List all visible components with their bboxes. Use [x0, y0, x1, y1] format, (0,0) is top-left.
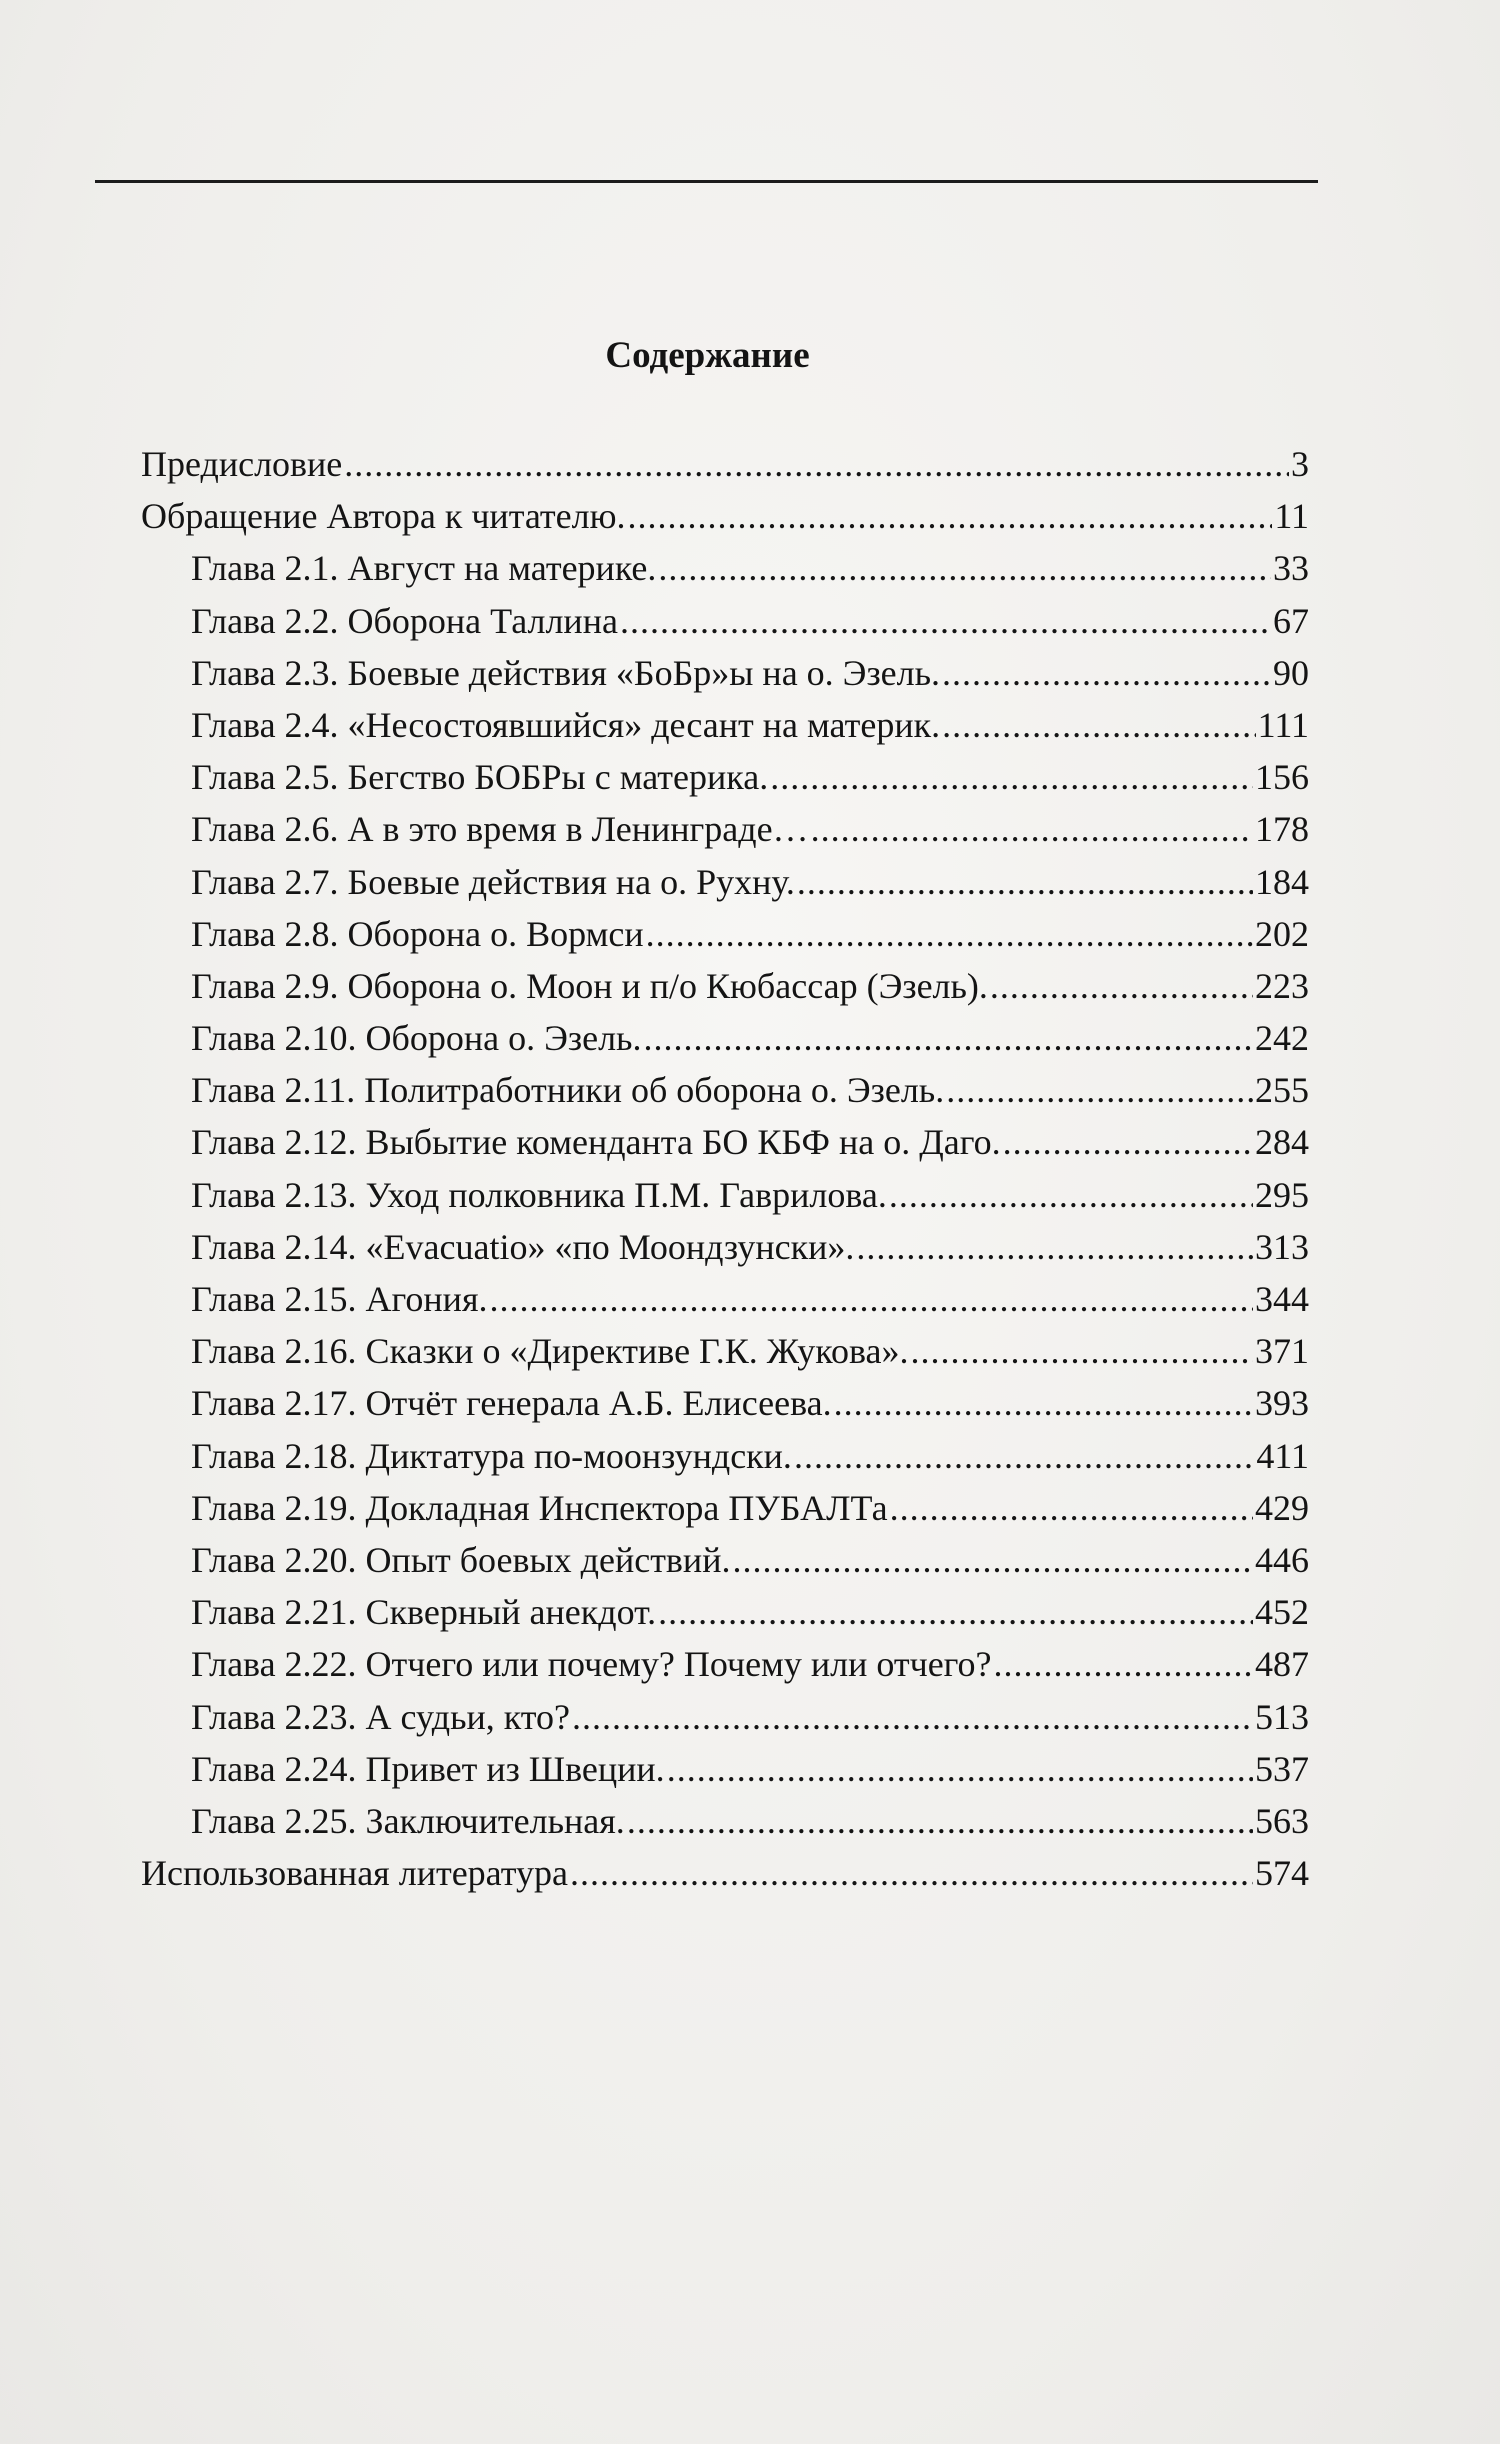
toc-entry-label: Глава 2.7. Боевые действия на о. Рухну.: [191, 861, 795, 902]
toc-entry: [141, 647, 1309, 699]
toc-entry: [141, 1534, 1309, 1586]
dot-leader: [570, 1847, 1253, 1899]
toc-entry-label: Глава 2.13. Уход полковника П.М. Гаврилова.: [191, 1174, 887, 1215]
toc-entry-page-number: 33: [1273, 548, 1309, 589]
toc-entry-page-number: 90: [1273, 652, 1309, 693]
toc-entry-label: Глава 2.5. Бегство БОБРы с материка.: [191, 757, 769, 798]
toc-entry-page-number: 429: [1255, 1487, 1309, 1528]
toc-entry-page-number: 513: [1255, 1696, 1309, 1737]
toc-entry-page-number: 411: [1256, 1435, 1309, 1476]
dot-leader: [344, 438, 1289, 490]
toc-entry: [141, 1795, 1309, 1847]
dot-leader: [942, 647, 1271, 699]
table-of-contents: [141, 438, 1309, 1899]
toc-entry: [141, 438, 1309, 490]
toc-entry-label: Глава 2.16. Сказки о «Директиве Г.К. Жукова».: [191, 1331, 909, 1372]
dot-leader: [890, 1482, 1253, 1534]
dot-leader: [572, 1691, 1253, 1743]
toc-entry-page-number: 537: [1255, 1748, 1309, 1789]
toc-entry: [141, 1691, 1309, 1743]
dot-leader: [643, 1012, 1253, 1064]
dot-leader: [990, 960, 1253, 1012]
dot-leader: [1003, 1116, 1253, 1168]
toc-entry: [141, 1064, 1309, 1116]
toc-entry: [141, 1221, 1309, 1273]
toc-entry: [141, 542, 1309, 594]
toc-entry-label: Глава 2.23. А судьи, кто?: [191, 1696, 571, 1737]
dot-leader: [620, 595, 1271, 647]
toc-entry: [141, 1273, 1309, 1325]
toc-entry: [141, 751, 1309, 803]
toc-entry-page-number: 67: [1273, 600, 1309, 641]
dot-leader: [797, 856, 1253, 908]
toc-entry: [141, 908, 1309, 960]
dot-leader: [994, 1638, 1253, 1690]
toc-entry-label: Глава 2.6. А в это время в Ленинграде…: [191, 809, 809, 850]
toc-entry: [141, 699, 1309, 751]
toc-entry-page-number: 446: [1255, 1539, 1309, 1580]
toc-entry: [141, 960, 1309, 1012]
dot-leader: [946, 1064, 1253, 1116]
toc-entry: [141, 1116, 1309, 1168]
toc-entry: [141, 1325, 1309, 1377]
toc-entry-label: Глава 2.20. Опыт боевых действий.: [191, 1539, 731, 1580]
toc-entry-label: Глава 2.21. Скверный анекдот.: [191, 1592, 657, 1633]
toc-entry-label: Глава 2.2. Оборона Таллина: [191, 600, 618, 641]
toc-entry: [141, 1482, 1309, 1534]
toc-entry-label: Обращение Автора к читателю.: [141, 496, 626, 537]
toc-entry: [141, 1377, 1309, 1429]
toc-entry-page-number: 574: [1255, 1853, 1309, 1894]
toc-entry-page-number: 313: [1255, 1226, 1309, 1267]
toc-entry-page-number: 156: [1255, 757, 1309, 798]
toc-entry-page-number: 563: [1255, 1800, 1309, 1841]
toc-entry-label: Глава 2.11. Политработники об оборона о. Эзель.: [191, 1070, 945, 1111]
dot-leader: [490, 1273, 1253, 1325]
toc-entry-label: Глава 2.14. «Evacuatio» «по Моондзунски».: [191, 1226, 855, 1267]
toc-entry: [141, 1638, 1309, 1690]
toc-entry: [141, 1169, 1309, 1221]
page-title: Содержание: [605, 335, 810, 376]
dot-leader: [910, 1325, 1253, 1377]
toc-entry-label: Глава 2.18. Диктатура по-моонзундски.: [191, 1435, 792, 1476]
dot-leader: [794, 1430, 1254, 1482]
toc-entry-label: Глава 2.17. Отчёт генерала А.Б. Елисеева.: [191, 1383, 832, 1424]
dot-leader: [667, 1743, 1253, 1795]
toc-entry-label: Глава 2.8. Оборона о. Вормси: [191, 913, 644, 954]
toc-entry-page-number: 223: [1255, 965, 1309, 1006]
toc-entry: [141, 490, 1309, 542]
toc-entry-label: Глава 2.4. «Несостоявшийся» десант на материк.: [191, 704, 941, 745]
toc-entry-label: Глава 2.22. Отчего или почему? Почему или отчего?: [191, 1644, 992, 1685]
toc-entry-page-number: 11: [1274, 496, 1309, 537]
toc-entry: [141, 1743, 1309, 1795]
toc-entry-label: Глава 2.3. Боевые действия «БоБр»ы на о. Эзель.: [191, 652, 941, 693]
toc-entry-page-number: 487: [1255, 1644, 1309, 1685]
toc-entry-label: Глава 2.25. Заключительная.: [191, 1800, 625, 1841]
toc-entry: [141, 1430, 1309, 1482]
toc-entry-page-number: 202: [1255, 913, 1309, 954]
toc-entry-page-number: 452: [1255, 1592, 1309, 1633]
dot-leader: [658, 542, 1271, 594]
dot-leader: [732, 1534, 1253, 1586]
toc-entry-page-number: 178: [1255, 809, 1309, 850]
toc-entry-page-number: 255: [1255, 1070, 1309, 1111]
toc-entry: [141, 1586, 1309, 1638]
toc-entry-page-number: 393: [1255, 1383, 1309, 1424]
toc-entry: [141, 595, 1309, 647]
toc-entry-label: Использованная литература: [141, 1853, 568, 1894]
dot-leader: [811, 803, 1253, 855]
toc-entry: [141, 1847, 1309, 1899]
toc-entry: [141, 1012, 1309, 1064]
toc-entry-label: Глава 2.12. Выбытие коменданта БО КБФ на о. Даго.: [191, 1122, 1001, 1163]
dot-leader: [834, 1377, 1253, 1429]
toc-entry-page-number: 371: [1255, 1331, 1309, 1372]
toc-entry-page-number: 242: [1255, 1018, 1309, 1059]
toc-entry: [141, 803, 1309, 855]
toc-entry-label: Глава 2.10. Оборона о. Эзель.: [191, 1018, 642, 1059]
toc-entry-label: Предисловие: [141, 444, 343, 484]
dot-leader: [889, 1169, 1253, 1221]
toc-entry-label: Глава 2.19. Докладная Инспектора ПУБАЛТа: [191, 1487, 888, 1528]
toc-entry-page-number: 111: [1257, 704, 1309, 745]
toc-entry-page-number: 184: [1255, 861, 1309, 902]
toc-entry-page-number: 284: [1255, 1122, 1309, 1163]
dot-leader: [627, 1795, 1253, 1847]
dot-leader: [628, 490, 1273, 542]
toc-entry-page-number: 295: [1255, 1174, 1309, 1215]
dot-leader: [658, 1586, 1253, 1638]
toc-entry-label: Глава 2.15. Агония.: [191, 1279, 488, 1319]
toc-entry-label: Глава 2.9. Оборона о. Моон и п/о Кюбассар (Эзель).: [191, 965, 988, 1006]
toc-entry-label: Глава 2.1. Август на материке.: [191, 548, 657, 589]
toc-entry-page-number: 3: [1291, 444, 1309, 484]
header-rule: [95, 180, 1318, 183]
dot-leader: [770, 751, 1253, 803]
dot-leader: [856, 1221, 1253, 1273]
dot-leader: [942, 699, 1256, 751]
dot-leader: [646, 908, 1253, 960]
toc-entry-label: Глава 2.24. Привет из Швеции.: [191, 1748, 665, 1789]
toc-entry: [141, 856, 1309, 908]
toc-entry-page-number: 344: [1255, 1279, 1309, 1319]
